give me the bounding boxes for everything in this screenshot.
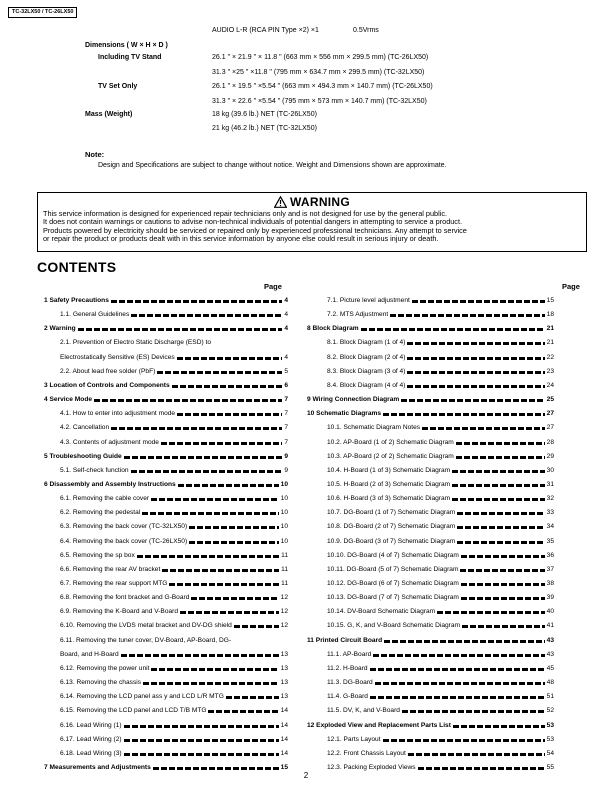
toc-entry-page: 10: [280, 537, 288, 545]
toc-entry-title: 2.1. Prevention of Electro Static Discharge (ESD) to: [60, 339, 211, 347]
toc-entry-page: 7: [284, 438, 288, 446]
toc-entry[interactable]: [327, 465, 554, 475]
toc-entry-title: 10.5. H-Board (2 of 3) Schematic Diagram: [327, 480, 451, 488]
toc-leader-line: [78, 328, 283, 331]
toc-entry-page: 27: [546, 424, 554, 432]
toc-leader-line: [461, 597, 545, 600]
toc-entry-page: 33: [546, 509, 554, 517]
toc-leader-line: [151, 668, 278, 671]
toc-entry-page: 14: [280, 735, 288, 743]
toc-leader-line: [143, 682, 279, 685]
toc-entry[interactable]: [60, 366, 288, 376]
toc-entry-title: 9 Wiring Connection Diagram: [307, 396, 400, 404]
toc-entry[interactable]: [60, 663, 288, 673]
toc-entry-title: 7.2. MTS Adjustment: [327, 311, 389, 319]
toc-leader-line: [456, 442, 545, 445]
toc-entry-title: 11.5. DV, K, and V-Board: [327, 707, 400, 715]
toc-entry-title: 10.4. H-Board (1 of 3) Schematic Diagram: [327, 466, 451, 474]
mass-26: 18 kg (39.6 lb.) NET (TC-26LX50): [212, 111, 317, 118]
toc-entry[interactable]: [327, 691, 554, 701]
toc-entry[interactable]: [60, 437, 288, 447]
toc-entry[interactable]: [60, 734, 288, 744]
toc-entry-title: 6.18. Lead Wiring (3): [60, 749, 122, 757]
toc-entry-page: 22: [546, 353, 554, 361]
toc-entry-title: 8.1. Block Diagram (1 of 4): [327, 339, 406, 347]
audio-value: 0.5Vrms: [353, 27, 379, 34]
toc-leader-line: [461, 555, 545, 558]
toc-entry[interactable]: [327, 705, 554, 715]
toc-leader-line: [422, 427, 545, 430]
toc-entry-page: 28: [546, 438, 554, 446]
toc-entry-title: 4.2. Cancellation: [60, 424, 110, 432]
toc-entry-title: 6.13. Removing the chassis: [60, 679, 141, 687]
toc-leader-line: [462, 625, 545, 628]
toc-entry-title: Board, and H-Board: [60, 650, 119, 658]
toc-entry-title: 6.14. Removing the LCD panel ass y and LCD L/R MTG: [60, 693, 224, 701]
toc-entry[interactable]: [60, 550, 288, 560]
toc-entry-page: 27: [546, 410, 554, 418]
toc-entry-title: 6.9. Removing the K-Board and V-Board: [60, 608, 179, 616]
toc-leader-line: [390, 314, 544, 317]
mass-label: Mass (Weight): [85, 111, 133, 118]
toc-entry-title: 2 Warning: [44, 325, 76, 333]
toc-entry-page: 7: [284, 396, 288, 404]
toc-leader-line: [460, 569, 544, 572]
toc-entry-title: 6.12. Removing the power unit: [60, 664, 150, 672]
toc-entry[interactable]: [44, 394, 288, 404]
page-header-right: Page: [562, 282, 580, 291]
toc-leader-line: [407, 385, 544, 388]
toc-entry[interactable]: [327, 309, 554, 319]
toc-entry-title: 11.2. H-Board: [327, 664, 368, 672]
toc-entry[interactable]: [327, 606, 554, 616]
toc-entry[interactable]: [60, 352, 288, 362]
tv-set-only-label: TV Set Only: [98, 83, 138, 90]
toc-leader-line: [189, 541, 278, 544]
toc-entry-title: 6.4. Removing the back cover (TC-26LX50): [60, 537, 188, 545]
toc-entry-page: 31: [546, 480, 554, 488]
toc-leader-line: [131, 470, 283, 473]
toc-entry-page: 10: [280, 480, 288, 488]
toc-entry-page: 23: [546, 367, 554, 375]
toc-entry[interactable]: [60, 578, 288, 588]
toc-entry-page: 32: [546, 495, 554, 503]
toc-entry-title: 6.2. Removing the pedestal: [60, 509, 141, 517]
toc-leader-line: [418, 767, 545, 770]
note-heading: Note:: [85, 150, 105, 159]
toc-entry-page: 30: [546, 466, 554, 474]
toc-entry[interactable]: [60, 649, 288, 659]
toc-entry[interactable]: [327, 620, 554, 630]
toc-entry-title: 10.9. DG-Board (3 of 7) Schematic Diagram: [327, 537, 456, 545]
toc-entry-page: 4: [284, 297, 288, 304]
toc-entry-title: 4.1. How to enter into adjustment mode: [60, 410, 176, 418]
toc-entry-title: 10.2. AP-Board (1 of 2) Schematic Diagram: [327, 438, 454, 446]
toc-entry-page: 10: [280, 495, 288, 503]
toc-entry-title: 10.15. G, K, and V-Board Schematic Diagram: [327, 622, 461, 630]
toc-entry-page: 11: [281, 565, 288, 573]
toc-leader-line: [453, 725, 545, 728]
toc-entry-page: 4: [284, 325, 288, 333]
toc-entry-title: 8.4. Block Diagram (4 of 4): [327, 381, 406, 389]
toc-entry-page: 35: [546, 537, 554, 545]
toc-entry[interactable]: [60, 309, 288, 319]
toc-entry[interactable]: [60, 620, 288, 630]
toc-entry[interactable]: [327, 422, 554, 432]
toc-entry[interactable]: [60, 720, 288, 730]
toc-leader-line: [407, 357, 544, 360]
toc-entry-title: 8.3. Block Diagram (3 of 4): [327, 367, 406, 375]
toc-entry[interactable]: [60, 465, 288, 475]
toc-entry-title: 6.17. Lead Wiring (2): [60, 735, 122, 743]
toc-entry-page: 13: [280, 664, 288, 672]
toc-entry-title: 7.1. Picture level adjustment: [327, 297, 410, 304]
toc-entry-title: 11.4. G-Board: [327, 693, 368, 701]
toc-entry-title: 12 Exploded View and Replacement Parts List: [307, 721, 451, 729]
toc-entry-page: 36: [546, 551, 554, 559]
toc-entry-page: 14: [280, 721, 288, 729]
toc-entry[interactable]: [44, 451, 288, 461]
toc-entry-page: 14: [280, 707, 288, 715]
toc-entry[interactable]: [327, 592, 554, 602]
toc-leader-line: [461, 583, 545, 586]
toc-entry[interactable]: [327, 677, 554, 687]
toc-leader-line: [191, 597, 278, 600]
toc-entry-title: 8.2. Block Diagram (2 of 4): [327, 353, 406, 361]
toc-leader-line: [407, 371, 544, 374]
toc-leader-line: [121, 654, 279, 657]
toc-entry-page: 14: [280, 749, 288, 757]
toc-leader-line: [111, 427, 282, 430]
warning-triangle-icon: [274, 196, 287, 208]
toc-entry-title: 12.3. Packing Exploded Views: [327, 763, 416, 771]
toc-leader-line: [172, 385, 283, 388]
toc-entry-page: 53: [546, 721, 554, 729]
toc-entry-page: 52: [546, 707, 554, 715]
toc-entry[interactable]: [307, 323, 554, 333]
model-tag: TC-32LX50 / TC-26LX50: [8, 7, 77, 18]
toc-leader-line: [124, 739, 279, 742]
toc-entry[interactable]: [327, 507, 554, 517]
toc-entry-page: 38: [546, 580, 554, 587]
toc-leader-line: [161, 442, 282, 445]
toc-entry-page: 4: [284, 353, 288, 361]
toc-entry[interactable]: [60, 536, 288, 546]
toc-entry-title: 10.12. DG-Board (6 of 7) Schematic Diagram: [327, 580, 459, 587]
toc-entry-title: 4 Service Mode: [44, 396, 93, 404]
toc-entry[interactable]: [44, 295, 288, 305]
toc-entry-title: 10.11. DG-Board (5 of 7) Schematic Diagram: [327, 565, 459, 573]
mass-32: 21 kg (46.2 lb.) NET (TC-32LX50): [212, 125, 317, 132]
toc-entry[interactable]: [60, 507, 288, 517]
toc-leader-line: [383, 739, 545, 742]
toc-entry-page: 12: [280, 608, 288, 616]
toc-entry-title: 10.1. Schematic Diagram Notes: [327, 424, 421, 432]
toc-entry-title: 10.3. AP-Board (2 of 2) Schematic Diagram: [327, 452, 454, 460]
toc-entry[interactable]: [307, 635, 554, 645]
toc-entry-page: 54: [546, 749, 554, 757]
toc-entry[interactable]: [307, 408, 554, 418]
warning-title-text: WARNING: [289, 195, 351, 209]
toc-leader-line: [189, 526, 278, 529]
toc-entry-page: 6: [284, 381, 288, 389]
dimensions-label: Dimensions ( W × H × D ): [85, 42, 168, 49]
toc-leader-line: [177, 413, 282, 416]
contents-title: CONTENTS: [37, 259, 117, 275]
toc-entry-title: 5 Troubleshooting Guide: [44, 452, 122, 460]
toc-entry-title: 6.8. Removing the font bracket and G-Board: [60, 594, 190, 602]
toc-entry-title: 1.1. General Guidelines: [60, 311, 130, 319]
toc-entry-page: 45: [546, 664, 554, 672]
toc-entry-page: 10: [280, 509, 288, 517]
toc-entry-page: 11: [281, 580, 288, 587]
toc-entry-title: 6.7. Removing the rear support MTG: [60, 580, 168, 587]
toc-entry-page: 43: [546, 650, 554, 658]
warning-box: [37, 192, 587, 252]
toc-entry-page: 55: [546, 763, 554, 771]
warning-body: [43, 210, 583, 244]
toc-entry[interactable]: [307, 394, 554, 404]
toc-entry[interactable]: [327, 366, 554, 376]
toc-entry[interactable]: [327, 748, 554, 758]
toc-entry-title: 10.7. DG-Board (1 of 7) Schematic Diagram: [327, 509, 456, 517]
toc-leader-line: [457, 526, 544, 529]
toc-entry-title: 12.1. Parts Layout: [327, 735, 381, 743]
stand-dimension-26: 26.1 " × 21.9 " × 11.8 " (663 mm × 556 mm × 299.5 mm) (TC-26LX50): [212, 54, 429, 61]
toc-entry[interactable]: [327, 663, 554, 673]
toc-entry[interactable]: [327, 734, 554, 744]
toc-entry-title: 6.3. Removing the back cover (TC-32LX50): [60, 523, 188, 531]
toc-entry[interactable]: [327, 479, 554, 489]
toc-leader-line: [124, 725, 279, 728]
toc-leader-line: [157, 371, 282, 374]
toc-entry-page: 13: [280, 650, 288, 658]
toc-leader-line: [384, 640, 545, 643]
toc-entry-page: 25: [546, 396, 554, 404]
toc-entry-title: 10.14. DV-Board Schematic Diagram: [327, 608, 436, 616]
toc-entry[interactable]: [60, 337, 288, 347]
toc-entry-title: 11 Printed Circuit Board: [307, 636, 383, 644]
including-stand-label: Including TV Stand: [98, 54, 162, 61]
toc-entry[interactable]: [327, 380, 554, 390]
toc-entry-page: 48: [546, 679, 554, 687]
toc-entry-page: 12: [280, 594, 288, 602]
toc-entry[interactable]: [60, 691, 288, 701]
toc-leader-line: [124, 753, 279, 756]
toc-entry[interactable]: [327, 352, 554, 362]
toc-entry-page: 29: [546, 452, 554, 460]
note-text: Design and Specifications are subject to change without notice. Weight and Dimensions shown are approximate.: [98, 162, 447, 169]
toc-entry-title: 10.8. DG-Board (2 of 7) Schematic Diagram: [327, 523, 456, 531]
toc-entry[interactable]: [327, 295, 554, 305]
toc-entry[interactable]: [327, 337, 554, 347]
toc-entry-page: 11: [281, 551, 288, 559]
toc-entry[interactable]: [44, 479, 288, 489]
toc-leader-line: [234, 625, 279, 628]
toc-entry-page: 9: [284, 466, 288, 474]
toc-leader-line: [153, 767, 279, 770]
toc-entry[interactable]: [327, 437, 554, 447]
toc-leader-line: [401, 399, 544, 402]
toc-leader-line: [402, 710, 545, 713]
toc-leader-line: [437, 611, 545, 614]
toc-entry-page: 53: [546, 735, 554, 743]
toc-leader-line: [162, 569, 279, 572]
toc-leader-line: [457, 512, 544, 515]
page-number: 2: [303, 771, 309, 780]
page-header-left: Page: [264, 282, 282, 291]
toc-entry-title: 6.1. Removing the cable cover: [60, 495, 150, 503]
toc-leader-line: [151, 498, 279, 501]
toc-entry[interactable]: [60, 748, 288, 758]
toc-entry-page: 40: [546, 608, 554, 616]
toc-entry-page: 34: [546, 523, 554, 531]
toc-entry[interactable]: [327, 550, 554, 560]
toc-entry-page: 13: [280, 693, 288, 701]
toc-entry[interactable]: [60, 705, 288, 715]
toc-leader-line: [169, 583, 279, 586]
warning-line: Products powered by electricity should be serviced or repaired only by experienced professional technicians. Any attempt to service: [43, 225, 467, 235]
toc-leader-line: [180, 611, 279, 614]
toc-leader-line: [111, 300, 282, 303]
audio-spec: AUDIO L-R (RCA PIN Type ×2) ×1: [212, 27, 319, 34]
toc-leader-line: [177, 357, 283, 360]
toc-entry-page: 7: [284, 424, 288, 432]
toc-entry[interactable]: [44, 323, 288, 333]
toc-entry-title: 10.10. DG-Board (4 of 7) Schematic Diagram: [327, 551, 459, 559]
toc-entry-page: 21: [546, 325, 554, 333]
toc-leader-line: [370, 696, 545, 699]
toc-entry-page: 41: [546, 622, 554, 630]
toc-leader-line: [412, 300, 545, 303]
stand-dimension-32: 31.3 " ×25 " ×11.8 " (795 mm × 634.7 mm × 299.5 mm) (TC-32LX50): [212, 69, 425, 76]
toc-entry-title: 6 Disassembly and Assembly Instructions: [44, 480, 176, 488]
toc-entry-title: 6.5. Removing the sp box: [60, 551, 135, 559]
toc-entry-page: 4: [284, 311, 288, 319]
toc-entry[interactable]: [327, 451, 554, 461]
toc-leader-line: [373, 654, 544, 657]
toc-entry[interactable]: [60, 564, 288, 574]
toc-entry-page: 24: [546, 381, 554, 389]
toc-leader-line: [370, 668, 545, 671]
toc-leader-line: [452, 498, 545, 501]
toc-entry[interactable]: [60, 606, 288, 616]
toc-leader-line: [452, 470, 545, 473]
toc-leader-line: [407, 342, 544, 345]
toc-entry[interactable]: [44, 380, 288, 390]
toc-leader-line: [142, 512, 278, 515]
toc-entry-title: 10 Schematic Diagrams: [307, 410, 382, 418]
toc-entry-title: 6.16. Lead Wiring (1): [60, 721, 122, 729]
toc-entry[interactable]: [327, 578, 554, 588]
toc-entry[interactable]: [60, 422, 288, 432]
toc-entry-page: 37: [546, 565, 554, 573]
toc-entry-title: 2.2. About lead free solder (PbF): [60, 367, 156, 375]
toc-entry[interactable]: [307, 720, 554, 730]
toc-entry-page: 15: [546, 297, 554, 304]
toc-entry[interactable]: [327, 536, 554, 546]
toc-entry[interactable]: [327, 521, 554, 531]
toc-leader-line: [375, 682, 545, 685]
toc-entry-title: 5.1. Self-check function: [60, 466, 129, 474]
toc-entry[interactable]: [327, 493, 554, 503]
set-dimension-26: 26.1 " × 19.5 " ×5.54 " (663 mm × 494.3 mm × 140.7 mm) (TC-26LX50): [212, 83, 433, 90]
warning-line: or repair the product or products dealt with in this service information by anyone else could result in serious injury or death.: [43, 234, 439, 244]
toc-entry-title: 7 Measurements and Adjustments: [44, 763, 151, 771]
toc-leader-line: [124, 456, 283, 459]
toc-leader-line: [137, 555, 279, 558]
toc-entry-title: 12.2. Front Chassis Layout: [327, 749, 406, 757]
toc-entry-title: 8 Block Diagram: [307, 325, 359, 333]
toc-entry-page: 51: [546, 693, 554, 701]
toc-entry-title: 11.1. AP-Board: [327, 650, 372, 658]
toc-leader-line: [452, 484, 545, 487]
warning-title: [38, 195, 586, 209]
toc-leader-line: [408, 753, 545, 756]
toc-leader-line: [131, 314, 282, 317]
toc-entry[interactable]: [60, 408, 288, 418]
set-dimension-32: 31.3 " × 22.6 " ×5.54 " (795 mm × 573 mm × 140.7 mm) (TC-32LX50): [212, 98, 427, 105]
toc-entry-page: 5: [284, 367, 288, 375]
toc-entry[interactable]: [60, 521, 288, 531]
toc-entry[interactable]: [60, 677, 288, 687]
toc-entry-title: 6.6. Removing the rear AV bracket: [60, 565, 161, 573]
toc-entry-title: 6.10. Removing the LVDS metal bracket and DV-DG shield: [60, 622, 232, 630]
toc-entry-page: 13: [280, 679, 288, 687]
toc-entry-page: 43: [546, 636, 554, 644]
toc-entry[interactable]: [327, 564, 554, 574]
toc-leader-line: [94, 399, 282, 402]
toc-entry-title: 4.3. Contents of adjustment mode: [60, 438, 159, 446]
toc-entry-title: 10.13. DG-Board (7 of 7) Schematic Diagram: [327, 594, 459, 602]
toc-entry[interactable]: [327, 649, 554, 659]
warning-line: It does not contain warnings or cautions to advise non-technical individuals of potential dangers in attempting to service a product.: [43, 217, 463, 227]
toc-leader-line: [383, 413, 545, 416]
toc-entry-title: 11.3. DG-Board: [327, 679, 373, 687]
toc-entry-page: 12: [280, 622, 288, 630]
toc-leader-line: [361, 328, 545, 331]
toc-entry-title: 6.11. Removing the tuner cover, DV-Board, AP-Board, DG-: [60, 636, 232, 644]
toc-leader-line: [226, 696, 279, 699]
toc-entry[interactable]: [60, 493, 288, 503]
toc-entry-page: 15: [280, 763, 288, 771]
toc-leader-line: [208, 710, 278, 713]
toc-entry-title: Electrostatically Sensitive (ES) Devices: [60, 353, 175, 361]
toc-leader-line: [456, 456, 545, 459]
warning-line: This service information is designed for experienced repair technicians only and is not designed for use by the general public.: [43, 209, 447, 218]
toc-entry-page: 10: [280, 523, 288, 531]
toc-entry-title: 10.6. H-Board (3 of 3) Schematic Diagram: [327, 495, 451, 503]
toc-entry-title: 1 Safety Precautions: [44, 297, 109, 304]
toc-entry[interactable]: [60, 635, 288, 645]
toc-entry-page: 9: [284, 452, 288, 460]
toc-entry[interactable]: [60, 592, 288, 602]
toc-entry-page: 7: [284, 410, 288, 418]
toc-entry-page: 39: [546, 594, 554, 602]
toc-entry-title: 3 Location of Controls and Components: [44, 381, 170, 389]
toc-entry-title: 6.15. Removing the LCD panel and LCD T/B MTG: [60, 707, 207, 715]
toc-leader-line: [178, 484, 279, 487]
toc-entry-page: 18: [546, 311, 554, 319]
toc-leader-line: [457, 541, 544, 544]
toc-entry-page: 21: [546, 339, 554, 347]
